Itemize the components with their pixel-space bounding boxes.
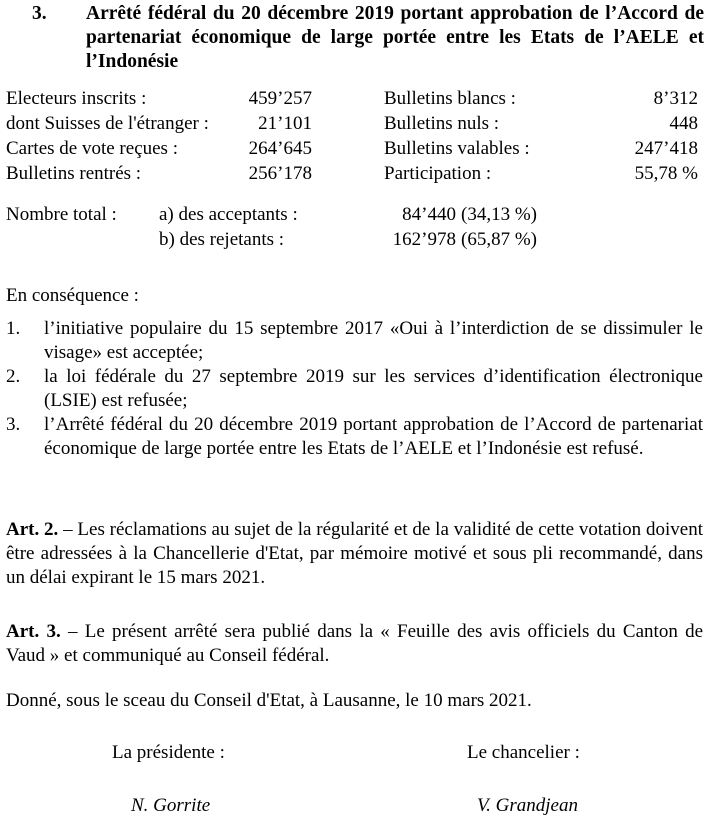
stat-row xyxy=(6,162,702,187)
list-item xyxy=(6,365,703,413)
totals-row xyxy=(6,203,702,228)
list-item-number: 2. xyxy=(6,366,21,387)
stat-row xyxy=(6,87,702,112)
article-text: – Le présent arrêté sera publié dans la « Feuille des avis officiels du Canton de Vaud » et communiqué au Conseil fédéral. xyxy=(6,621,704,666)
stat-value: 55,78 % xyxy=(634,163,698,184)
list-item xyxy=(6,413,703,461)
article-label: Art. 2. xyxy=(6,519,59,540)
stat-value: 264’645 xyxy=(248,138,312,159)
stat-value: 247’418 xyxy=(634,138,698,159)
stat-label: Electeurs inscrits : xyxy=(6,88,147,109)
article-3 xyxy=(6,620,703,668)
list-item-number: 1. xyxy=(6,318,21,339)
stat-label: dont Suisses de l'étranger : xyxy=(6,113,209,134)
stat-value: 8’312 xyxy=(653,88,698,109)
totals-label: Nombre total : xyxy=(6,204,117,225)
stat-label: Bulletins blancs : xyxy=(384,88,516,109)
stat-row xyxy=(6,112,702,137)
stat-label: Participation : xyxy=(384,163,492,184)
consequence-label: En conséquence : xyxy=(6,285,139,306)
stat-label: Bulletins valables : xyxy=(384,138,530,159)
stat-row xyxy=(6,137,702,162)
stat-label: Cartes de vote reçues : xyxy=(6,138,178,159)
results-list xyxy=(6,317,703,461)
totals-key: b) des rejetants : xyxy=(159,229,285,250)
stat-label: Bulletins rentrés : xyxy=(6,163,142,184)
vote-statistics xyxy=(6,87,702,187)
totals-row xyxy=(6,228,702,253)
list-item-text: l’Arrêté fédéral du 20 décembre 2019 portant approbation de l’Accord de partenariat économique de large portée entre les Etats de l’AELE et l’Indonésie est refusé. xyxy=(44,414,703,459)
stat-value: 256’178 xyxy=(248,163,312,184)
stat-label: Bulletins nuls : xyxy=(384,113,500,134)
totals-key: a) des acceptants : xyxy=(159,204,298,225)
list-item-text: la loi fédérale du 27 septembre 2019 sur les services d’identification électronique (LSIE) est refusée; xyxy=(44,366,703,411)
article-2 xyxy=(6,518,703,590)
article-text: – Les réclamations au sujet de la régularité et de la validité de cette votation doivent être adressées à la Chancellerie d'Etat, par mémoire motivé et sous pli recommandé, dans un délai expirant le 15 mars 2021. xyxy=(6,519,703,588)
list-item-number: 3. xyxy=(6,414,21,435)
stat-value: 459’257 xyxy=(248,88,312,109)
article-label: Art. 3. xyxy=(6,621,61,642)
stat-value: 21’101 xyxy=(258,113,312,134)
signature-title-left: La présidente : xyxy=(112,742,225,763)
totals-value: 162’978 xyxy=(392,229,456,250)
list-item xyxy=(6,317,703,365)
totals-percent: (34,13 %) xyxy=(461,204,537,225)
section-number: 3. xyxy=(32,3,47,24)
section-heading xyxy=(32,2,704,74)
signature-title-right: Le chancelier : xyxy=(467,742,580,763)
signature-name-left: N. Gorrite xyxy=(131,795,211,816)
section-title: Arrêté fédéral du 20 décembre 2019 portant approbation de l’Accord de partenariat économique de large portée entre les Etats de l’AELE et l’Indonésie xyxy=(86,3,704,72)
totals-percent: (65,87 %) xyxy=(461,229,537,250)
vote-totals xyxy=(6,203,702,253)
signature-name-right: V. Grandjean xyxy=(477,795,578,816)
totals-value: 84’440 xyxy=(402,204,456,225)
given-statement: Donné, sous le sceau du Conseil d'Etat, à Lausanne, le 10 mars 2021. xyxy=(6,690,532,711)
stat-value: 448 xyxy=(669,113,698,134)
list-item-text: l’initiative populaire du 15 septembre 2017 «Oui à l’interdiction de se dissimuler le visage» est acceptée; xyxy=(44,318,703,363)
